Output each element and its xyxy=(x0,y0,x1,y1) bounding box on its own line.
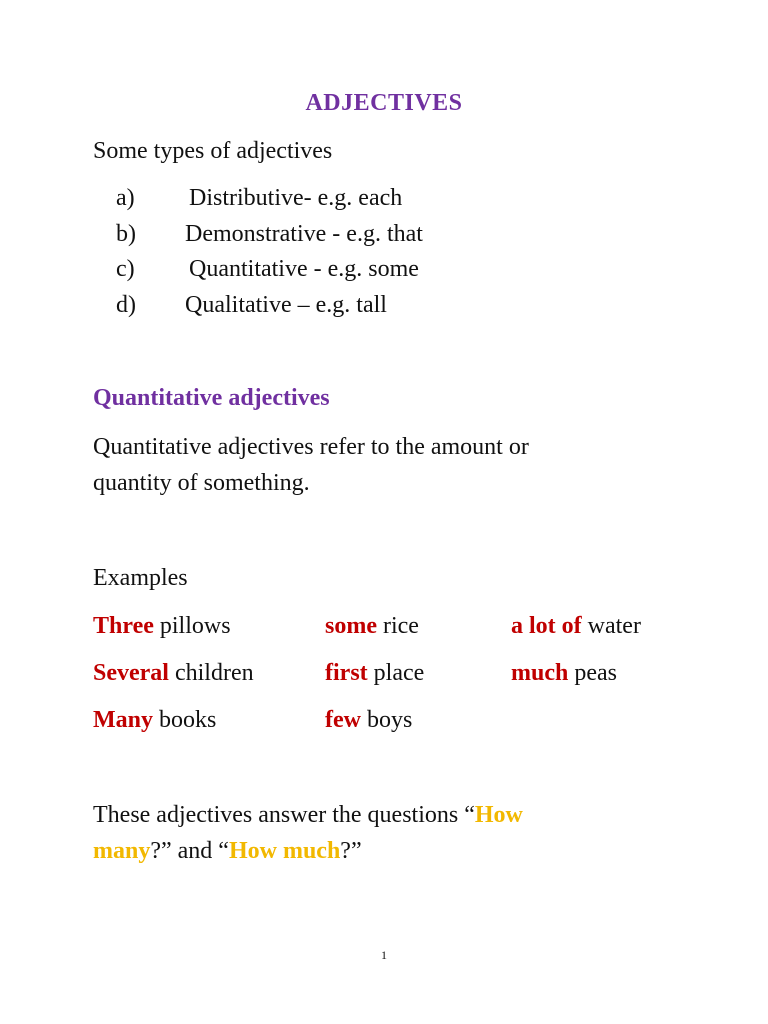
example-noun: children xyxy=(168,660,254,686)
example-few-boys xyxy=(325,703,412,737)
example-noun: rice xyxy=(376,613,419,639)
example-many-books xyxy=(93,703,216,737)
page-number: 1 xyxy=(381,948,387,962)
list-item-quantitative: Quantitative - e.g. some xyxy=(189,256,419,282)
list-item-demonstrative: Demonstrative - e.g. that xyxy=(185,221,423,247)
example-adjective: a lot of xyxy=(511,613,582,639)
example-three-pillows xyxy=(93,609,231,643)
list-item-distributive: Distributive- e.g. each xyxy=(189,185,403,211)
intro-text: Some types of adjectives xyxy=(93,138,333,164)
example-much-peas xyxy=(511,656,617,690)
example-noun: place xyxy=(367,660,425,686)
definition-line-2: quantity of something. xyxy=(93,470,310,496)
example-noun: pillows xyxy=(153,613,231,639)
closing-text: ?” xyxy=(340,838,362,864)
list-letter-c: c) xyxy=(116,256,135,282)
list-letter-d: d) xyxy=(116,292,136,318)
list-letter-a: a) xyxy=(116,185,135,211)
example-several-children xyxy=(93,656,254,690)
example-adjective: few xyxy=(325,707,361,733)
list-letter-b: b) xyxy=(116,221,136,247)
section-heading: Quantitative adjectives xyxy=(93,385,330,411)
example-adjective: first xyxy=(325,660,368,686)
examples-label: Examples xyxy=(93,565,188,591)
example-first-place xyxy=(325,656,424,690)
example-noun: boys xyxy=(360,707,413,733)
closing-line-2 xyxy=(93,834,362,868)
example-noun: books xyxy=(153,707,217,733)
question-how-much: How much xyxy=(228,838,341,864)
closing-text: These adjectives answer the questions “ xyxy=(93,802,475,828)
question-many: many xyxy=(93,838,151,864)
example-adjective: Several xyxy=(93,660,169,686)
page-title: ADJECTIVES xyxy=(305,90,463,116)
example-adjective: Many xyxy=(93,707,153,733)
example-a-lot-of-water xyxy=(511,609,641,643)
closing-text: ?” and “ xyxy=(150,838,229,864)
definition-line-1: Quantitative adjectives refer to the amount or xyxy=(93,434,529,460)
example-noun: peas xyxy=(568,660,617,686)
question-how: How xyxy=(474,802,523,828)
example-noun: water xyxy=(581,613,641,639)
example-some-rice xyxy=(325,609,419,643)
example-adjective: Three xyxy=(93,613,154,639)
list-item-qualitative: Qualitative – e.g. tall xyxy=(185,292,387,318)
closing-line-1 xyxy=(93,798,523,832)
example-adjective: some xyxy=(325,613,377,639)
example-adjective: much xyxy=(511,660,569,686)
